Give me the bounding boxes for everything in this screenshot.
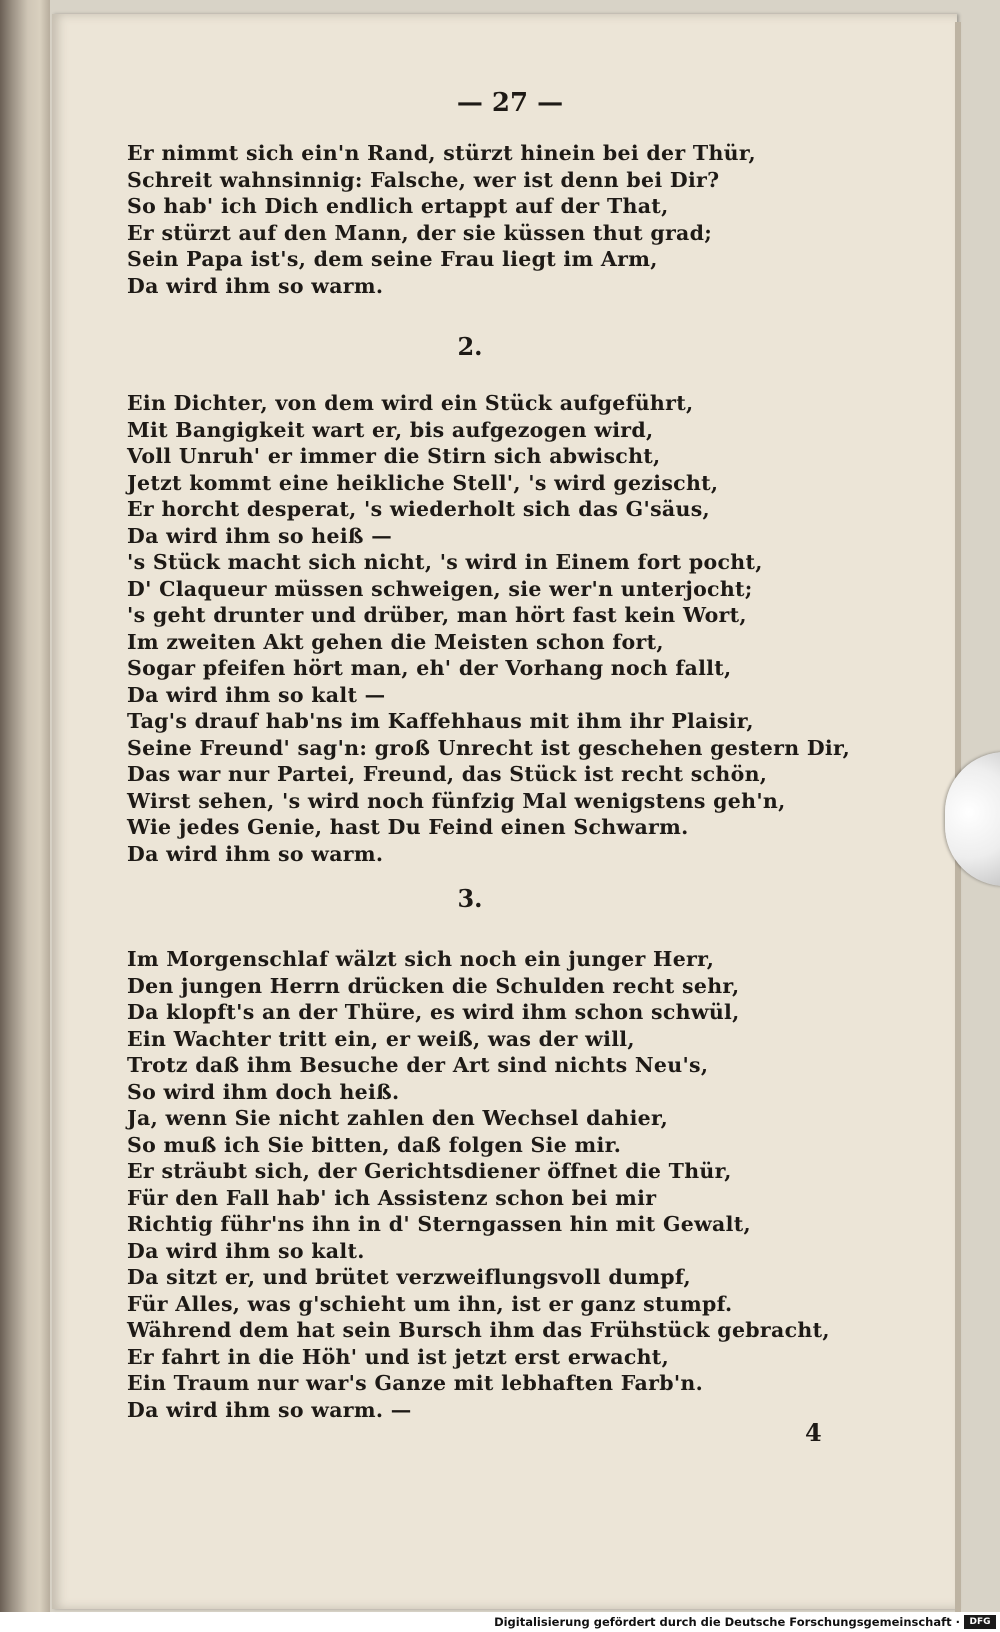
- verse-line: Jetzt kommt eine heikliche Stell', 's wird gezischt,: [127, 470, 719, 495]
- verse-line: So muß ich Sie bitten, daß folgen Sie mir.: [127, 1132, 622, 1157]
- verse-line: 's Stück macht sich nicht, 's wird in Einem fort pocht,: [127, 550, 763, 574]
- verse-line: Richtig führ'ns ihn in d' Sterngassen hin mit Gewalt,: [127, 1212, 751, 1236]
- verse-line: Wirst sehen, 's wird noch fünfzig Mal wenigstens geh'n,: [127, 788, 786, 813]
- verse-line: Da wird ihm so kalt —: [127, 682, 386, 707]
- verse-line: Seine Freund' sag'n: groß Unrecht ist geschehen gestern Dir,: [127, 735, 851, 760]
- left-page-edge: [0, 0, 50, 1612]
- stanza-number-3: 3.: [457, 884, 483, 913]
- verse-line: So wird ihm doch heiß.: [127, 1079, 400, 1104]
- verse-line: 's geht drunter und drüber, man hört fast kein Wort,: [127, 603, 747, 627]
- verse-line: Voll Unruh' er immer die Stirn sich abwischt,: [127, 444, 661, 468]
- verse-line: Den jungen Herrn drücken die Schulden recht sehr,: [127, 973, 740, 998]
- verse-line: Für Alles, was g'schieht um ihn, ist er ganz stumpf.: [127, 1291, 733, 1316]
- verse-line: Da wird ihm so warm.: [127, 841, 384, 866]
- verse-line: Sein Papa ist's, dem seine Frau liegt im Arm,: [127, 247, 658, 271]
- verse-line: So hab' ich Dich endlich ertappt auf der That,: [127, 194, 669, 218]
- stanza-2: [127, 390, 851, 867]
- verse-line: Im zweiten Akt gehen die Meisten schon fort,: [127, 629, 664, 654]
- verse-line: Da wird ihm so heiß —: [127, 523, 393, 548]
- verse-line: Während dem hat sein Bursch ihm das Frühstück gebracht,: [127, 1318, 830, 1342]
- verse-line: Er stürzt auf den Mann, der sie küssen thut grad;: [127, 220, 713, 245]
- verse-line: D' Claqueur müssen schweigen, sie wer'n unterjocht;: [127, 576, 753, 601]
- verse-line: Er horcht desperat, 's wiederholt sich das G'säus,: [127, 497, 710, 521]
- dfg-logo: DFG: [964, 1615, 996, 1629]
- stanza-1: [127, 140, 817, 299]
- verse-line: Mit Bangigkeit wart er, bis aufgezogen wird,: [127, 417, 654, 442]
- verse-line: Das war nur Partei, Freund, das Stück ist recht schön,: [127, 762, 768, 786]
- verse-line: Da klopft's an der Thüre, es wird ihm schon schwül,: [127, 1000, 740, 1024]
- verse-line: Da wird ihm so warm.: [127, 273, 384, 298]
- verse-line: Ein Traum nur war's Ganze mit lebhaften Farb'n.: [127, 1371, 704, 1395]
- stanza-number-2: 2.: [457, 332, 483, 361]
- verse-line: Da wird ihm so warm. —: [127, 1397, 412, 1422]
- verse-line: Ein Wachter tritt ein, er weiß, was der will,: [127, 1026, 635, 1051]
- verse-line: Trotz daß ihm Besuche der Art sind nichts Neu's,: [127, 1053, 709, 1077]
- verse-line: Im Morgenschlaf wälzt sich noch ein junger Herr,: [127, 947, 715, 971]
- signature-mark: 4: [805, 1418, 822, 1447]
- verse-line: Da sitzt er, und brütet verzweiflungsvoll dumpf,: [127, 1265, 691, 1289]
- verse-line: Da wird ihm so kalt.: [127, 1238, 365, 1263]
- verse-line: Sogar pfeifen hört man, eh' der Vorhang noch fallt,: [127, 656, 732, 680]
- verse-line: Er nimmt sich ein'n Rand, stürzt hinein bei der Thür,: [127, 141, 756, 165]
- verse-line: Schreit wahnsinnig: Falsche, wer ist denn bei Dir?: [127, 167, 720, 192]
- verse-line: Ein Dichter, von dem wird ein Stück aufgeführt,: [127, 391, 694, 415]
- verse-line: Wie jedes Genie, hast Du Feind einen Schwarm.: [127, 815, 689, 839]
- verse-line: Tag's drauf hab'ns im Kaffehhaus mit ihm ihr Plaisir,: [127, 709, 754, 733]
- stanza-3: [127, 946, 830, 1423]
- footer: [0, 1613, 1000, 1632]
- verse-line: Er sträubt sich, der Gerichtsdiener öffnet die Thür,: [127, 1159, 732, 1183]
- verse-line: Für den Fall hab' ich Assistenz schon bei mir: [127, 1185, 657, 1210]
- page-number: — 27 —: [456, 88, 564, 118]
- verse-line: Ja, wenn Sie nicht zahlen den Wechsel dahier,: [127, 1106, 669, 1130]
- verse-line: Er fahrt in die Höh' und ist jetzt erst erwacht,: [127, 1344, 670, 1369]
- footer-credit: Digitalisierung gefördert durch die Deutsche Forschungsgemeinschaft ·: [494, 1615, 960, 1629]
